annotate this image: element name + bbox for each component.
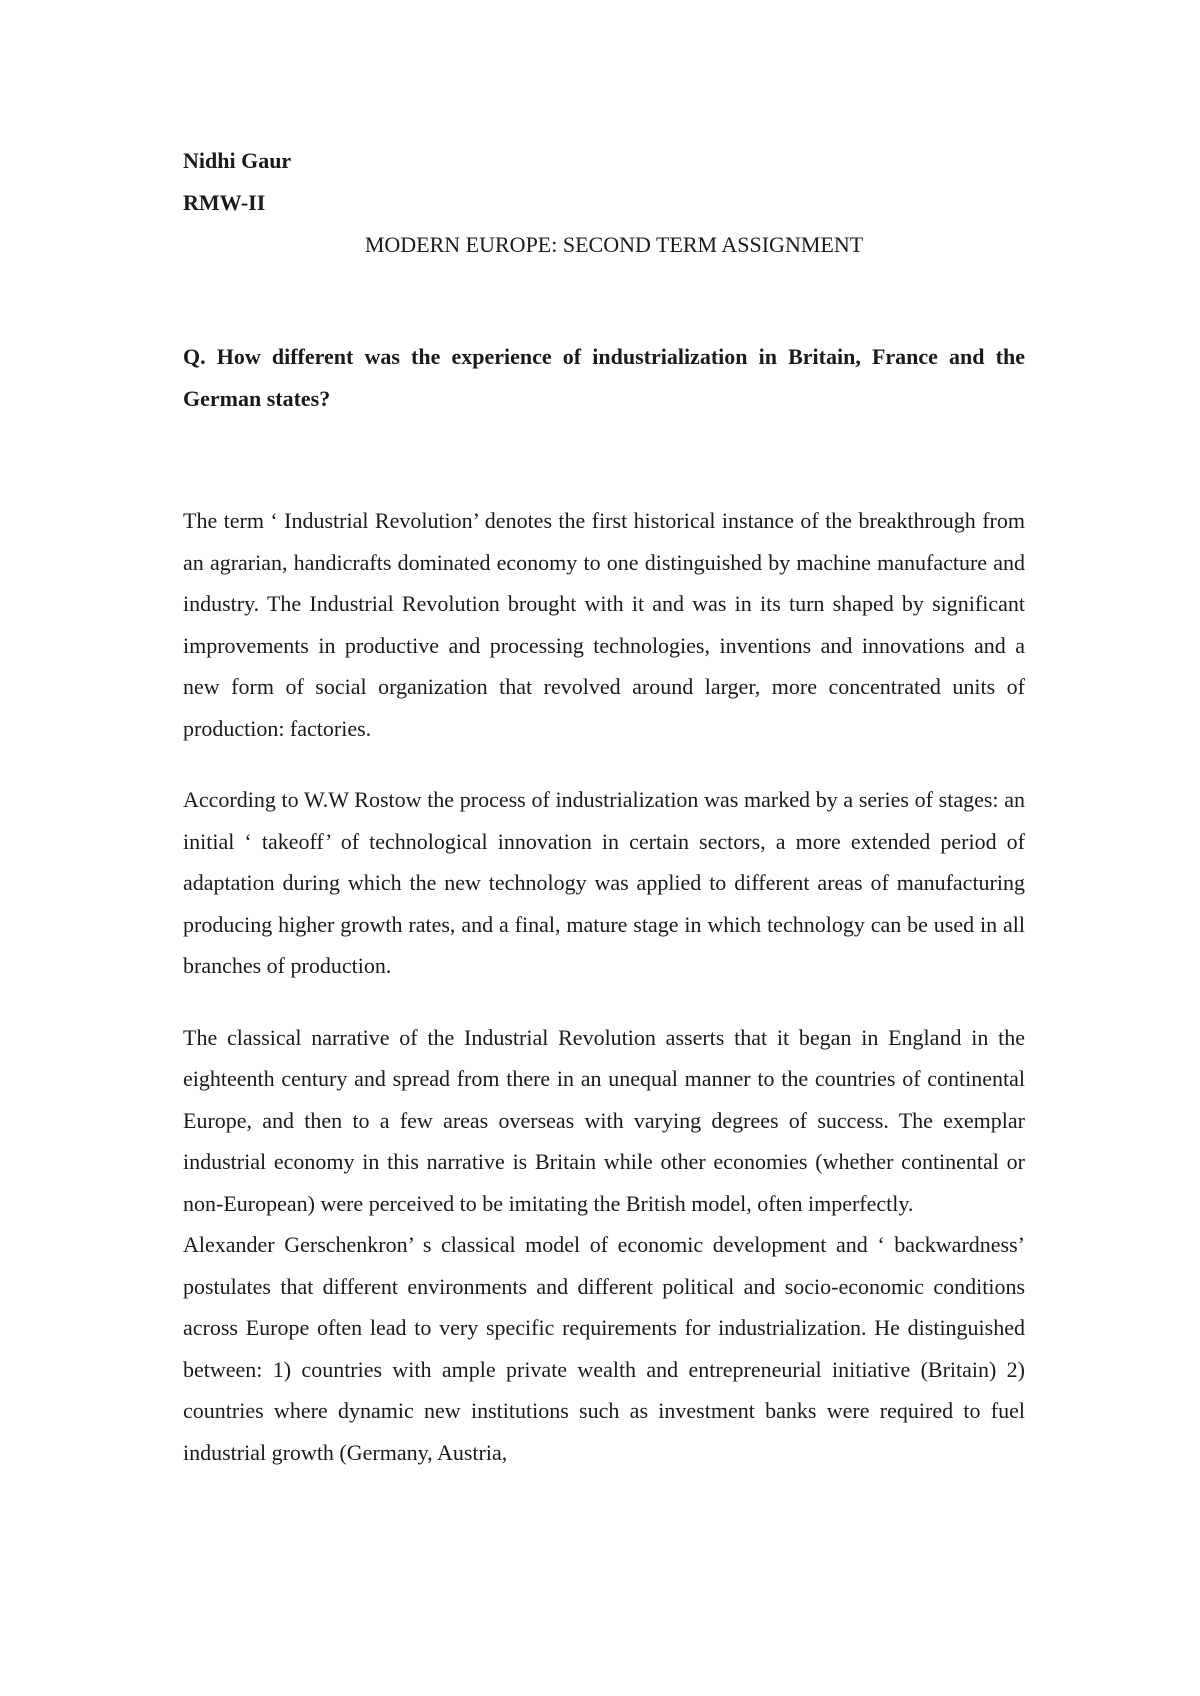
paragraph-classical-narrative: The classical narrative of the Industrial Revolution asserts that it began in England in the eighteenth century and spread from there in an unequal manner to the countries of continental Europe, and then to a few areas overseas with varying degrees of success. The exemplar industrial economy in this narrative is Britain while other economies (whether continental or non-European) were perceived to be imitating the British model, often imperfectly. [183,1024,1025,1216]
course-code: RMW-II [183,190,266,215]
question-text: Q. How different was the experience of industrialization in Britain, France and the German states? [183,344,1025,411]
paragraph-industrial-revolution-definition: The term ‘ Industrial Revolution’ denotes the first historical instance of the breakthrough from an agrarian, handicrafts dominated economy to one distinguished by machine manufacture and industry. The Industrial Revolution brought with it and was in its turn shaped by significant improvements in productive and processing technologies, inventions and innovations and a new form of social organization that revolved around larger, more concentrated units of production: factories. [183,508,1025,741]
paragraph-rostow-stages: According to W.W Rostow the process of industrialization was marked by a series of stages: an initial ‘ takeoff’ of technological innovation in certain sectors, a more extended period of adaptation during which the new technology was applied to different areas of manufacturing producing higher growth rates, and a final, mature stage in which technology can be used in all branches of production. [183,787,1025,978]
paragraph-gerschenkron-model: Alexander Gerschenkron’ s classical model of economic development and ‘ backwardness’ postulates that different environments and different political and socio-economic conditions across Europe often lead to very specific requirements for industrialization. He distinguished between: 1) countries with ample private wealth and entrepreneurial initiative (Britain) 2) countries where dynamic new institutions such as investment banks were required to fuel industrial growth (Germany, Austria, [183,1232,1025,1465]
document-body [183,140,1025,1473]
author-name: Nidhi Gaur [183,148,292,173]
assignment-title: MODERN EUROPE: SECOND TERM ASSIGNMENT [364,232,864,257]
